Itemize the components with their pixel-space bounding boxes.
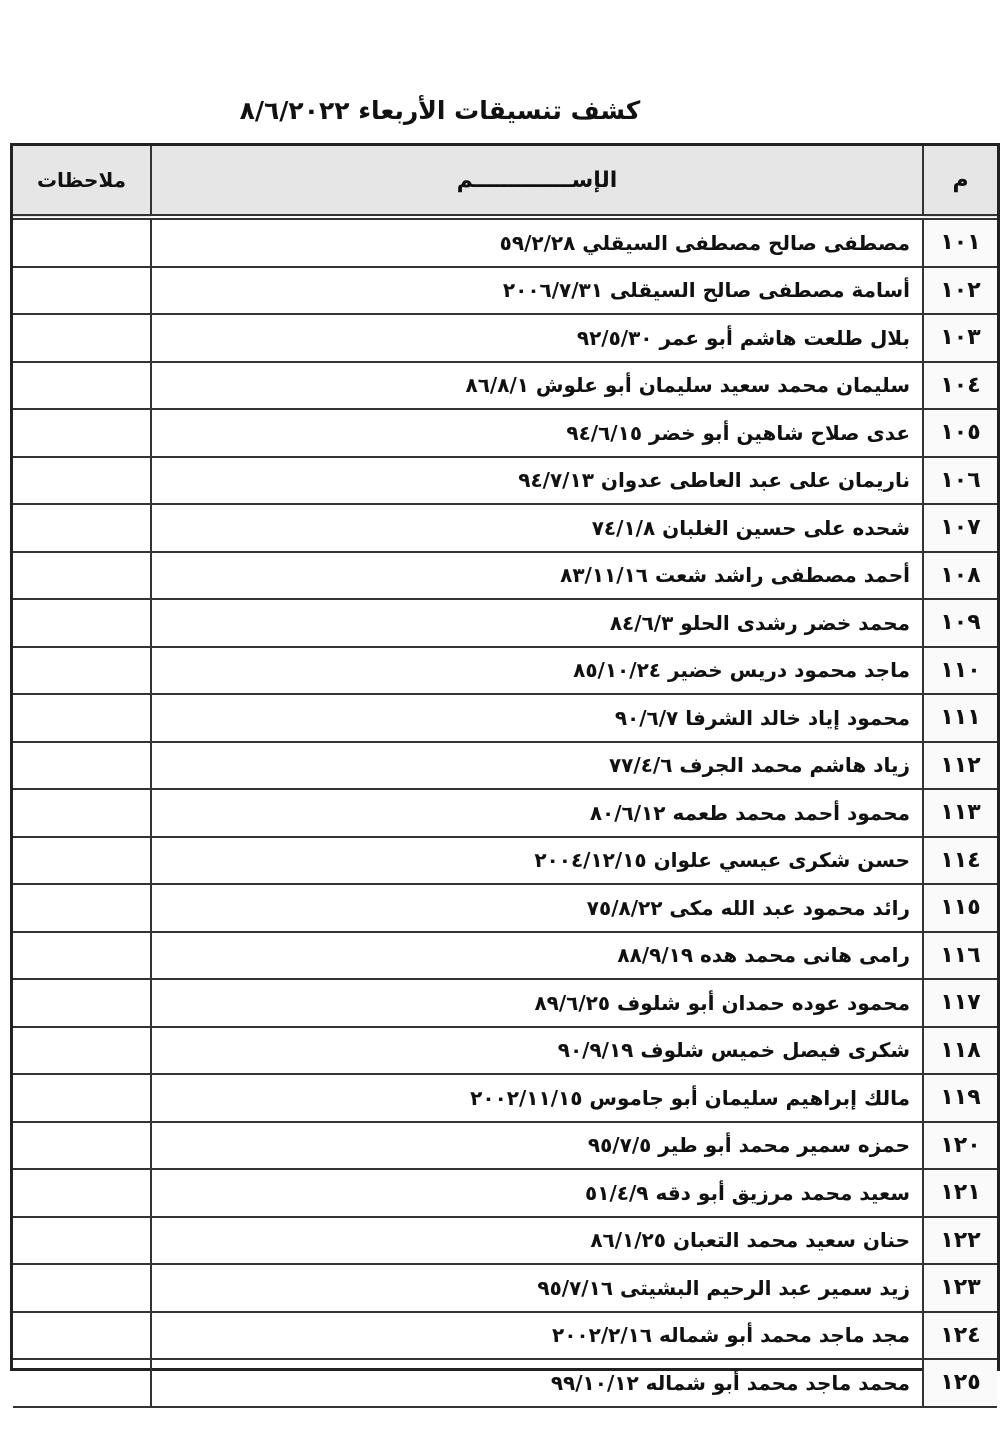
row-notes <box>13 837 151 885</box>
row-name: محمد ماجد محمد أبو شماله ٩٩/١٠/١٢ <box>151 1359 923 1407</box>
row-number: ١٠٧ <box>923 504 997 552</box>
row-name: زياد هاشم محمد الجرف ٧٧/٤/٦ <box>151 742 923 790</box>
row-notes <box>13 694 151 742</box>
table-row <box>13 409 997 457</box>
row-notes <box>13 1312 151 1360</box>
row-name: محمود أحمد محمد طعمه ٨٠/٦/١٢ <box>151 789 923 837</box>
table-row <box>13 552 997 600</box>
row-number: ١٠٩ <box>923 599 997 647</box>
row-number: ١١١ <box>923 694 997 742</box>
table-row <box>13 1359 997 1407</box>
row-notes <box>13 552 151 600</box>
row-number: ١٠٤ <box>923 362 997 410</box>
row-notes <box>13 647 151 695</box>
table-row <box>13 1264 997 1312</box>
table-row <box>13 647 997 695</box>
table-row <box>13 314 997 362</box>
row-number: ١١٩ <box>923 1074 997 1122</box>
row-number: ١٢٤ <box>923 1312 997 1360</box>
row-notes <box>13 1264 151 1312</box>
row-notes <box>13 217 151 267</box>
table-row <box>13 1169 997 1217</box>
row-notes <box>13 409 151 457</box>
table-row <box>13 742 997 790</box>
row-notes <box>13 599 151 647</box>
row-number: ١٠١ <box>923 217 997 267</box>
table-row <box>13 267 997 315</box>
table-row <box>13 789 997 837</box>
row-notes <box>13 1217 151 1265</box>
table-row <box>13 504 997 552</box>
row-name: محمود إياد خالد الشرفا ٩٠/٦/٧ <box>151 694 923 742</box>
row-name: زيد سمير عبد الرحيم البشيتى ٩٥/٧/١٦ <box>151 1264 923 1312</box>
row-number: ١٠٢ <box>923 267 997 315</box>
table-row <box>13 1217 997 1265</box>
table-row <box>13 217 997 267</box>
row-name: محمود عوده حمدان أبو شلوف ٨٩/٦/٢٥ <box>151 979 923 1027</box>
row-name: شكرى فيصل خميس شلوف ٩٠/٩/١٩ <box>151 1027 923 1075</box>
row-notes <box>13 1027 151 1075</box>
row-name: مجد ماجد محمد أبو شماله ٢٠٠٢/٢/١٦ <box>151 1312 923 1360</box>
row-name: مصطفى صالح مصطفى السيقلي ٥٩/٢/٢٨ <box>151 217 923 267</box>
row-name: رائد محمود عبد الله مكى ٧٥/٨/٢٢ <box>151 884 923 932</box>
row-notes <box>13 267 151 315</box>
row-number: ١١٣ <box>923 789 997 837</box>
row-number: ١١٥ <box>923 884 997 932</box>
row-notes <box>13 504 151 552</box>
row-number: ١٠٥ <box>923 409 997 457</box>
row-notes <box>13 979 151 1027</box>
table-row <box>13 599 997 647</box>
row-notes <box>13 1359 151 1407</box>
header-number: م <box>923 146 997 217</box>
table-row <box>13 362 997 410</box>
row-notes <box>13 1074 151 1122</box>
row-name: ناريمان على عبد العاطى عدوان ٩٤/٧/١٣ <box>151 457 923 505</box>
table-body <box>13 217 997 1407</box>
table-row <box>13 932 997 980</box>
table-row <box>13 837 997 885</box>
table-row <box>13 1027 997 1075</box>
row-number: ١٢٣ <box>923 1264 997 1312</box>
row-name: سعيد محمد مرزيق أبو دقه ٥١/٤/٩ <box>151 1169 923 1217</box>
row-notes <box>13 1169 151 1217</box>
table-row <box>13 1122 997 1170</box>
row-number: ١٠٨ <box>923 552 997 600</box>
row-number: ١١٢ <box>923 742 997 790</box>
table-row <box>13 884 997 932</box>
header-notes: ملاحظات <box>13 146 151 217</box>
table-row <box>13 1074 997 1122</box>
row-notes <box>13 932 151 980</box>
row-notes <box>13 362 151 410</box>
row-notes <box>13 1122 151 1170</box>
row-number: ١٢٢ <box>923 1217 997 1265</box>
row-number: ١١٨ <box>923 1027 997 1075</box>
row-number: ١٢٥ <box>923 1359 997 1407</box>
header-name: الإســـــــــــــم <box>151 146 923 217</box>
row-name: مالك إبراهيم سليمان أبو جاموس ٢٠٠٢/١١/١٥ <box>151 1074 923 1122</box>
table-row <box>13 457 997 505</box>
page-title: كشف تنسيقات الأربعاء ٨/٦/٢٠٢٢ <box>239 96 641 125</box>
row-number: ١١٦ <box>923 932 997 980</box>
table-header-row <box>13 146 997 217</box>
row-name: سليمان محمد سعيد سليمان أبو علوش ٨٦/٨/١ <box>151 362 923 410</box>
row-number: ١٠٦ <box>923 457 997 505</box>
row-notes <box>13 457 151 505</box>
row-name: عدى صلاح شاهين أبو خضر ٩٤/٦/١٥ <box>151 409 923 457</box>
table-row <box>13 694 997 742</box>
row-name: بلال طلعت هاشم أبو عمر ٩٢/٥/٣٠ <box>151 314 923 362</box>
row-notes <box>13 884 151 932</box>
row-name: حمزه سمير محمد أبو طير ٩٥/٧/٥ <box>151 1122 923 1170</box>
names-table <box>13 146 997 1408</box>
table-row <box>13 979 997 1027</box>
row-name: شحده على حسين الغلبان ٧٤/١/٨ <box>151 504 923 552</box>
row-number: ١٠٣ <box>923 314 997 362</box>
row-number: ١١٧ <box>923 979 997 1027</box>
names-table-frame <box>10 143 1000 1396</box>
row-name: أسامة مصطفى صالح السيقلى ٢٠٠٦/٧/٣١ <box>151 267 923 315</box>
row-number: ١١٤ <box>923 837 997 885</box>
row-notes <box>13 314 151 362</box>
row-name: محمد خضر رشدى الحلو ٨٤/٦/٣ <box>151 599 923 647</box>
row-number: ١١٠ <box>923 647 997 695</box>
row-notes <box>13 789 151 837</box>
row-number: ١٢٠ <box>923 1122 997 1170</box>
table-row <box>13 1312 997 1360</box>
row-name: أحمد مصطفى راشد شعت ٨٣/١١/١٦ <box>151 552 923 600</box>
row-notes <box>13 742 151 790</box>
row-name: ماجد محمود دريس خضير ٨٥/١٠/٢٤ <box>151 647 923 695</box>
row-number: ١٢١ <box>923 1169 997 1217</box>
row-name: رامى هانى محمد هده ٨٨/٩/١٩ <box>151 932 923 980</box>
row-name: حسن شكرى عيسي علوان ٢٠٠٤/١٢/١٥ <box>151 837 923 885</box>
row-name: حنان سعيد محمد التعبان ٨٦/١/٢٥ <box>151 1217 923 1265</box>
